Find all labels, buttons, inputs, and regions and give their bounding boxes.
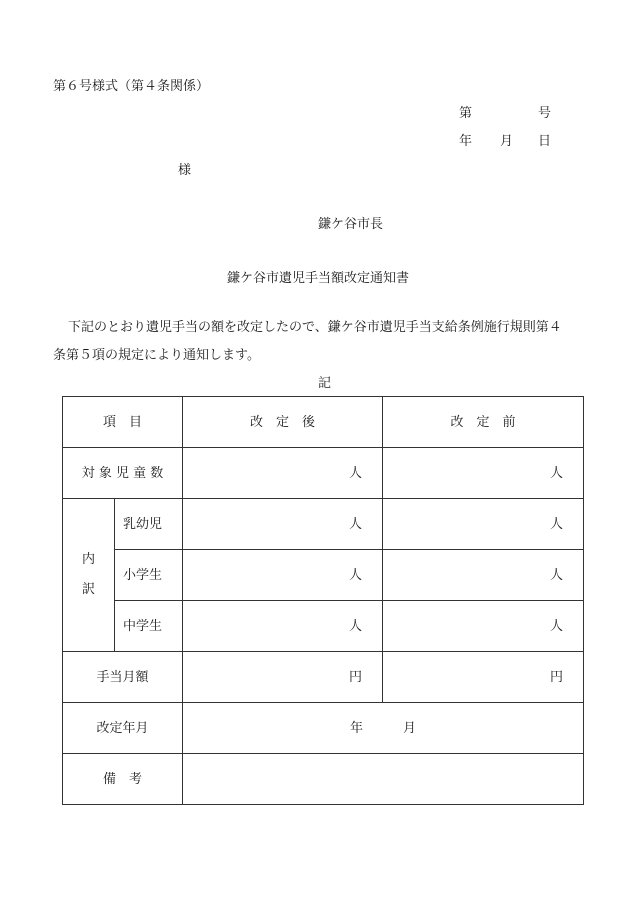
label-elementary: 小学生: [115, 550, 183, 601]
label-breakdown-2: 訳: [81, 582, 95, 597]
infant-after-cell: 人: [183, 499, 383, 550]
table-row: [63, 397, 584, 448]
children-after-cell: 人: [183, 448, 383, 499]
table-row: [63, 652, 584, 703]
revision-table: [62, 396, 584, 805]
table-row: [63, 499, 584, 550]
table-row: [63, 601, 584, 652]
issuer: 鎌ケ谷市長: [318, 217, 384, 232]
table-row: [63, 703, 584, 754]
monthly-after-cell: 円: [183, 652, 383, 703]
label-remarks: 備 考: [63, 754, 183, 805]
junior-high-before-cell: 人: [383, 601, 584, 652]
date-day-label: 日: [538, 134, 552, 149]
header-item: 項 目: [63, 397, 183, 448]
label-breakdown: [63, 499, 115, 652]
monthly-before-cell: 円: [383, 652, 584, 703]
elementary-before-cell: 人: [383, 550, 584, 601]
label-infant: 乳幼児: [115, 499, 183, 550]
addressee-honorific: 様: [178, 163, 192, 178]
revision-month-label: 月: [403, 720, 417, 736]
label-revision-date: 改定年月: [63, 703, 183, 754]
document-title: 鎌ケ谷市遺児手当額改定通知書: [227, 271, 410, 286]
date-month-label: 月: [500, 134, 514, 149]
table-row: [63, 754, 584, 805]
label-breakdown-1: 内: [81, 552, 95, 567]
table-row: [63, 550, 584, 601]
label-junior-high: 中学生: [115, 601, 183, 652]
body-text-line-2: 条第５項の規定により通知します。: [53, 348, 260, 363]
document-number-label: 第: [459, 106, 473, 121]
header-before-revision: 改 定 前: [383, 397, 584, 448]
label-target-children: 対 象 児 童 数: [63, 448, 183, 499]
elementary-after-cell: 人: [183, 550, 383, 601]
revision-date-cell: [183, 703, 584, 754]
form-number: 第６号様式（第４条関係）: [53, 79, 210, 94]
date-year-label: 年: [459, 134, 473, 149]
ki-label: 記: [318, 376, 332, 391]
infant-before-cell: 人: [383, 499, 584, 550]
header-after-revision: 改 定 後: [183, 397, 383, 448]
table-row: [63, 448, 584, 499]
body-text-line-1: 下記のとおり遺児手当の額を改定したので、鎌ケ谷市遺児手当支給条例施行規則第４: [68, 320, 562, 335]
document-number-suffix: 号: [538, 106, 552, 121]
children-before-cell: 人: [383, 448, 584, 499]
revision-year-label: 年: [350, 720, 364, 736]
remarks-cell: [183, 754, 584, 805]
label-monthly-amount: 手当月額: [63, 652, 183, 703]
junior-high-after-cell: 人: [183, 601, 383, 652]
